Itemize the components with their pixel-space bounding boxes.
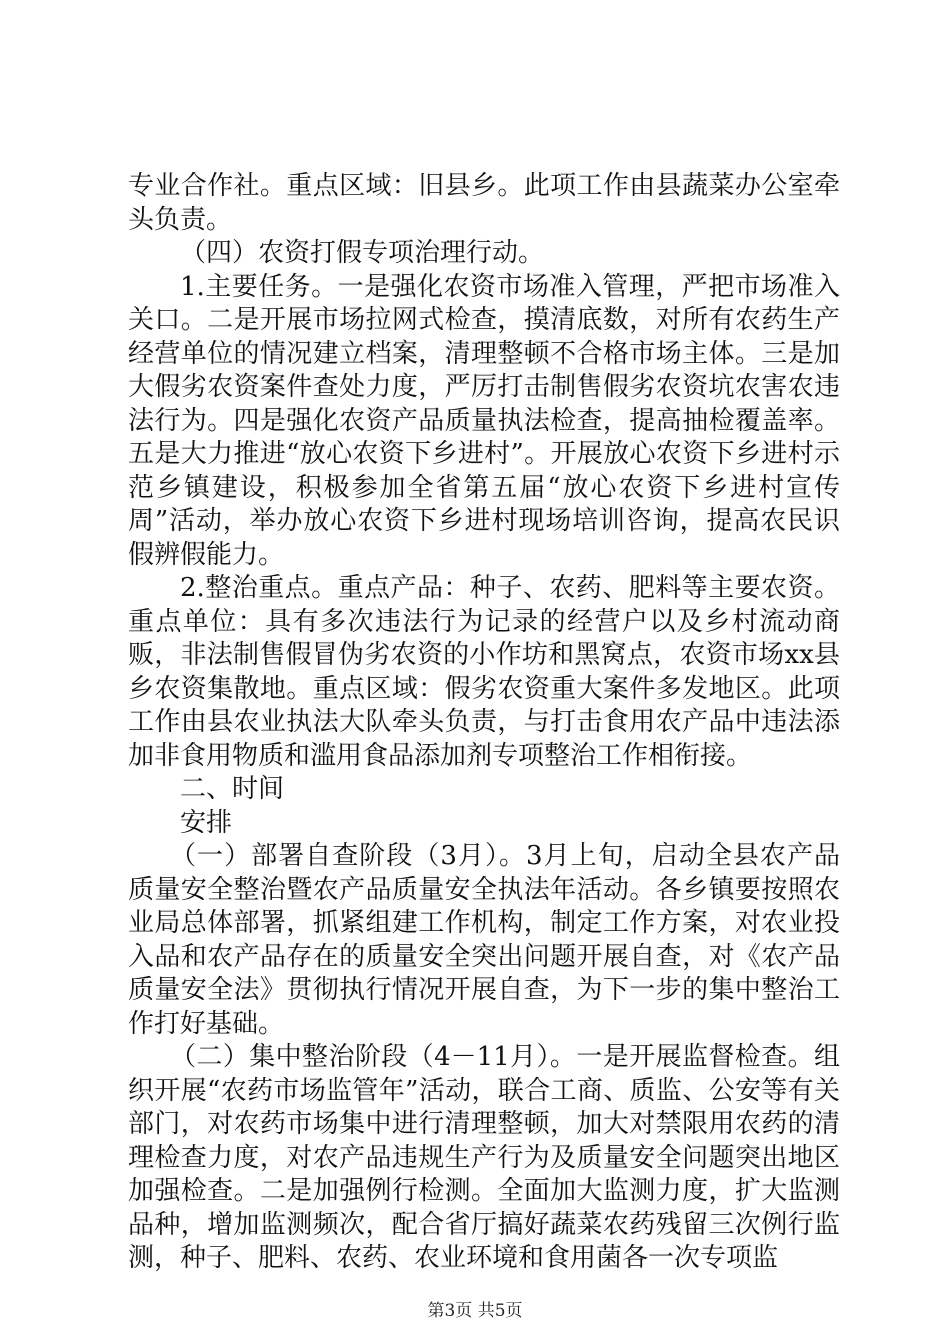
paragraph-focus: 2.整治重点。重点产品：种子、农药、肥料等主要农资。重点单位：具有多次违法行为记录的经营户以及乡村流动商贩，非法制售假冒伪劣农资的小作坊和黑窝点，农资市场xx县乡农资集散地。重点区域：假劣农资重大案件多发地区。此项工作由县农业执法大队牵头负责，与打击食用农产品中违法添加非食用物质和滥用食品添加剂专项整治工作相衔接。 bbox=[128, 573, 840, 771]
section-heading-four: （四）农资打假专项治理行动。 bbox=[180, 238, 545, 268]
paragraph-continuation: 专业合作社。重点区域：旧县乡。此项工作由县蔬菜办公室牵头负责。 bbox=[128, 171, 840, 235]
document-body bbox=[128, 170, 840, 1276]
page-number-footer: 第3页 共5页 bbox=[427, 1301, 523, 1321]
paragraph-phase-one: （一）部署自查阶段（3月）。3月上旬，启动全县农产品质量安全整治暨农产品质量安全执法年活动。各乡镇要按照农业局总体部署，抓紧组建工作机构，制定工作方案，对农业投入品和农产品存在的质量安全突出问题开展自查，对《农产品质量安全法》贯彻执行情况开展自查，为下一步的集中整治工作打好基础。 bbox=[128, 841, 840, 1039]
section-heading-arrangement: 安排 bbox=[180, 807, 233, 838]
paragraph-phase-two: （二）集中整治阶段（4－11月）。一是开展监督检查。组织开展“农药市场监管年”活动，联合工商、质监、公安等有关部门，对农药市场集中进行清理整顿，加大对禁限用农药的清理检查力度，对农产品违规生产行为及质量安全问题突出地区加强检查。二是加强例行检测。全面加大监测力度，扩大监测品种，增加监测频次，配合省厅搞好蔬菜农药残留三次例行监测，种子、肥料、农药、农业环境和食用菌各一次专项监 bbox=[128, 1042, 840, 1273]
paragraph-main-tasks: 1.主要任务。一是强化农资市场准入管理，严把市场准入关口。二是开展市场拉网式检查，摸清底数，对所有农药生产经营单位的情况建立档案，清理整顿不合格市场主体。三是加大假劣农资案件查处力度，严厉打击制售假劣农资坑农害农违法行为。四是强化农资产品质量执法检查，提高抽检覆盖率。五是大力推进“放心农资下乡进村”。开展放心农资下乡进村示范乡镇建设，积极参加全省第五届“放心农资下乡进村宣传周”活动，举办放心农资下乡进村现场培训咨询，提高农民识假辨假能力。 bbox=[128, 271, 840, 570]
section-heading-time: 二、时间 bbox=[180, 774, 285, 804]
